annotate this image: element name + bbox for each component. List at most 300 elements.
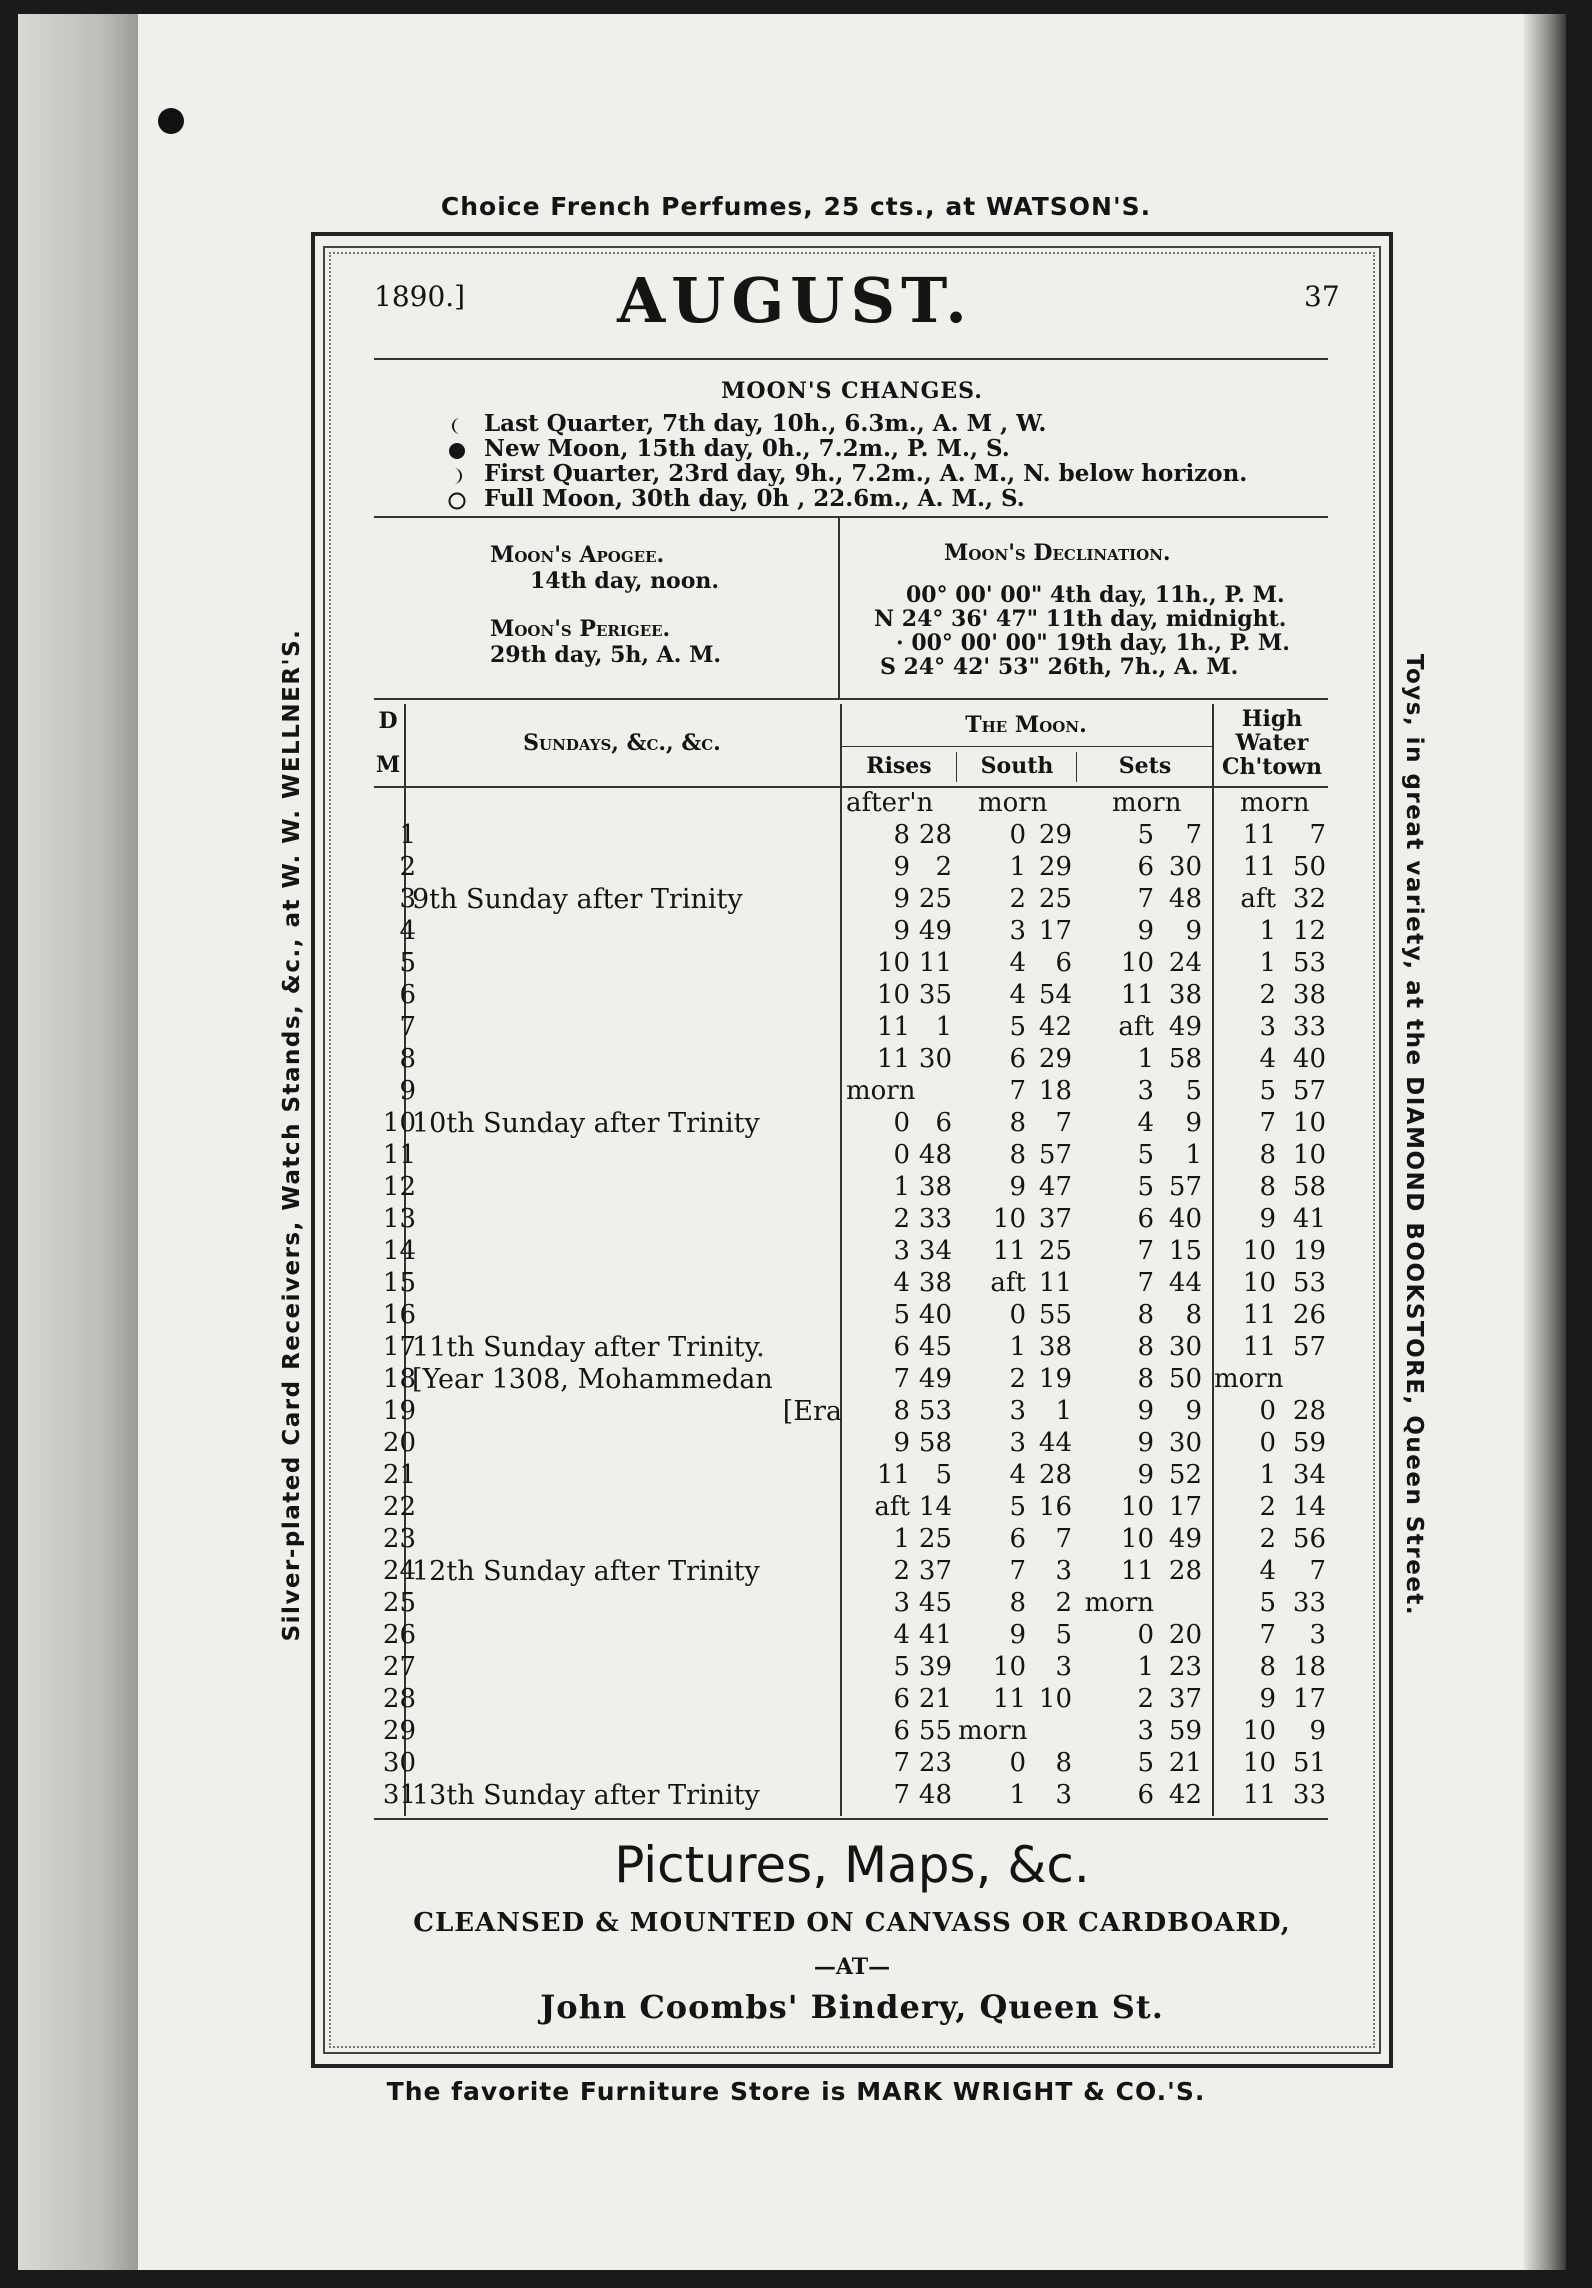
moon-sets-minute: 48: [1168, 884, 1202, 914]
subhead-sets: morn: [1112, 788, 1182, 818]
day-number: 9: [399, 1076, 416, 1106]
moon-sets-hour: 3: [1137, 1076, 1154, 1106]
high-water-minute: 33: [1292, 1780, 1326, 1810]
moon-south-minute: 7: [1055, 1524, 1072, 1554]
moon-south-minute: 18: [1038, 1076, 1072, 1106]
moon-south-hour: 9: [1009, 1620, 1026, 1650]
high-water-minute: 33: [1292, 1588, 1326, 1618]
high-water-minute: 19: [1292, 1236, 1326, 1266]
moon-south-hour: 9: [1009, 1172, 1026, 1202]
day-number: 21: [382, 1460, 416, 1490]
moon-sets-minute: 9: [1185, 1108, 1202, 1138]
day-number: 25: [382, 1588, 416, 1618]
moon-rises-hour: aft: [874, 1492, 910, 1522]
moon-sets-minute: 42: [1168, 1780, 1202, 1810]
moon-sets-hour: 2: [1137, 1684, 1154, 1714]
high-water-minute: 40: [1292, 1044, 1326, 1074]
moon-sets-minute: 57: [1168, 1172, 1202, 1202]
moon-south-hour: 0: [1009, 1748, 1026, 1778]
day-number: 22: [382, 1492, 416, 1522]
day-number: 13: [382, 1204, 416, 1234]
high-water-minute: 26: [1292, 1300, 1326, 1330]
moon-south-hour: 5: [1009, 1012, 1026, 1042]
moon-rises-hour: 7: [893, 1780, 910, 1810]
moon-sets-hour: 5: [1137, 820, 1154, 850]
moon-south-minute: 38: [1038, 1332, 1072, 1362]
moon-south-minute: 6: [1055, 948, 1072, 978]
moon-sets-minute: 50: [1168, 1364, 1202, 1394]
footer-ad-line-3: —AT—: [813, 1954, 891, 1980]
high-water-minute: 32: [1292, 884, 1326, 914]
moon-sets-hour: 6: [1137, 852, 1154, 882]
high-water-hour: 0: [1259, 1396, 1276, 1426]
declination-line-2: N 24° 36' 47" 11th day, midnight.: [874, 606, 1287, 632]
high-water-minute: 12: [1292, 916, 1326, 946]
moon-south-hour: 7: [1009, 1076, 1026, 1106]
moon-sets-hour: 9: [1137, 916, 1154, 946]
moon-sets-minute: 23: [1168, 1652, 1202, 1682]
moon-south-hour: 1: [1009, 1780, 1026, 1810]
last-quarter-moon-icon: [447, 416, 467, 436]
moon-sets-minute: 8: [1185, 1300, 1202, 1330]
day-number: 12: [382, 1172, 416, 1202]
sunday-note: 9th Sunday after Trinity: [412, 884, 743, 915]
declination-line-1: 00° 00' 00" 4th day, 11h., P. M.: [906, 582, 1285, 608]
moon-south-minute: 29: [1038, 820, 1072, 850]
high-water-hour: 7: [1259, 1108, 1276, 1138]
high-water-minute: 58: [1292, 1172, 1326, 1202]
day-number: 29: [382, 1716, 416, 1746]
moon-south-minute: 19: [1038, 1364, 1072, 1394]
high-water-hour: 2: [1259, 1524, 1276, 1554]
footer-ad-line-4: John Coombs' Bindery, Queen St.: [540, 1988, 1164, 2026]
moon-south-minute: 25: [1038, 884, 1072, 914]
day-number: 8: [399, 1044, 416, 1074]
moon-rises-minute: 53: [918, 1396, 952, 1426]
moon-rises-hour: 10: [876, 948, 910, 978]
high-water-minute: 33: [1292, 1012, 1326, 1042]
moon-south-minute: 37: [1038, 1204, 1072, 1234]
day-number: 31: [382, 1780, 416, 1810]
moon-rises-minute: 14: [918, 1492, 952, 1522]
moon-change-first-quarter: First Quarter, 23rd day, 9h., 7.2m., A. M., N. below horizon.: [484, 460, 1248, 487]
moon-sets-hour: 5: [1137, 1172, 1154, 1202]
day-number: 5: [399, 948, 416, 978]
footer-ad-line-2: CLEANSED & MOUNTED ON CANVASS OR CARDBOARD,: [413, 1908, 1291, 1938]
full-moon-icon: [447, 491, 467, 511]
moon-sets-minute: 15: [1168, 1236, 1202, 1266]
day-number: 4: [399, 916, 416, 946]
moon-sets-hour: 7: [1137, 1236, 1154, 1266]
moon-rises-minute: 2: [935, 852, 952, 882]
moon-sets-hour: 6: [1137, 1780, 1154, 1810]
high-water-hour: 11: [1242, 1332, 1276, 1362]
high-water-hour: 11: [1242, 852, 1276, 882]
high-water-hour: 1: [1259, 916, 1276, 946]
bottom-advertisement: The favorite Furniture Store is MARK WRIGHT & CO.'S.: [386, 2077, 1206, 2106]
moon-south-hour: 3: [1009, 1428, 1026, 1458]
moon-rises-hour: 11: [876, 1460, 910, 1490]
moon-sets-hour: 0: [1137, 1620, 1154, 1650]
rule-above-table: [374, 698, 1328, 700]
high-water-hour: 5: [1259, 1076, 1276, 1106]
header-m: M: [375, 752, 401, 778]
moon-sets-hour: 10: [1120, 948, 1154, 978]
moon-sets-hour: 7: [1137, 1268, 1154, 1298]
moon-south-hour: 6: [1009, 1524, 1026, 1554]
subhead-rises: after'n: [846, 788, 934, 818]
moon-changes-title: MOON'S CHANGES.: [721, 378, 983, 404]
day-number: 2: [399, 852, 416, 882]
moon-sets-hour: 10: [1120, 1492, 1154, 1522]
moon-south-minute: 42: [1038, 1012, 1072, 1042]
day-number: 24: [382, 1556, 416, 1586]
moon-rises-hour: 0: [893, 1140, 910, 1170]
moon-change-full-moon: Full Moon, 30th day, 0h , 22.6m., A. M., S.: [484, 485, 1025, 512]
moon-south-minute: 5: [1055, 1620, 1072, 1650]
moon-sets-minute: 17: [1168, 1492, 1202, 1522]
moon-sets-minute: 38: [1168, 980, 1202, 1010]
moon-south-minute: 47: [1038, 1172, 1072, 1202]
moon-south-minute: 44: [1038, 1428, 1072, 1458]
moon-rises-hour: 1: [893, 1524, 910, 1554]
high-water-hour: morn: [1214, 1364, 1284, 1394]
header-rises: Rises: [866, 753, 932, 779]
high-water-hour: 3: [1259, 1012, 1276, 1042]
high-water-hour: 10: [1242, 1748, 1276, 1778]
moon-sets-minute: 7: [1185, 820, 1202, 850]
high-water-hour: 2: [1259, 1492, 1276, 1522]
moon-rises-minute: 6: [935, 1108, 952, 1138]
moon-rises-minute: 39: [918, 1652, 952, 1682]
moon-sets-hour: aft: [1118, 1012, 1154, 1042]
moon-rises-minute: 21: [918, 1684, 952, 1714]
high-water-hour: 5: [1259, 1588, 1276, 1618]
moon-sets-minute: 49: [1168, 1012, 1202, 1042]
moon-south-hour: 2: [1009, 884, 1026, 914]
perigee-value: 29th day, 5h, A. M.: [490, 642, 722, 668]
moon-rises-hour: 5: [893, 1652, 910, 1682]
day-number: 23: [382, 1524, 416, 1554]
moon-south-minute: 2: [1055, 1588, 1072, 1618]
first-quarter-moon-icon: [447, 466, 467, 486]
moon-rises-hour: 3: [893, 1588, 910, 1618]
moon-south-hour: 4: [1009, 980, 1026, 1010]
header-south: South: [980, 753, 1054, 779]
moon-south-minute: 3: [1055, 1652, 1072, 1682]
moon-sets-hour: 8: [1137, 1364, 1154, 1394]
moon-rises-hour: 7: [893, 1364, 910, 1394]
moon-change-last-quarter: Last Quarter, 7th day, 10h., 6.3m., A. M , W.: [484, 410, 1047, 437]
moon-south-hour: 3: [1009, 916, 1026, 946]
high-water-minute: 10: [1292, 1108, 1326, 1138]
moon-sets-hour: 8: [1137, 1300, 1154, 1330]
sunday-note: [Year 1308, Mohammedan: [412, 1364, 773, 1395]
perigee-heading: Moon's Perigee.: [490, 616, 671, 642]
high-water-hour: 8: [1259, 1140, 1276, 1170]
moon-south-hour: morn: [958, 1716, 1028, 1746]
day-number: 14: [382, 1236, 416, 1266]
day-number: 27: [382, 1652, 416, 1682]
high-water-minute: 34: [1292, 1460, 1326, 1490]
moon-sets-hour: 9: [1137, 1428, 1154, 1458]
moon-south-hour: 10: [992, 1652, 1026, 1682]
moon-south-hour: 0: [1009, 820, 1026, 850]
day-number: 20: [382, 1428, 416, 1458]
moon-rises-hour: morn: [846, 1076, 916, 1106]
high-water-minute: 56: [1292, 1524, 1326, 1554]
moon-rises-hour: 11: [876, 1012, 910, 1042]
high-water-minute: 17: [1292, 1684, 1326, 1714]
moon-south-hour: 4: [1009, 1460, 1026, 1490]
moon-south-hour: 11: [992, 1684, 1026, 1714]
moon-rises-hour: 2: [893, 1204, 910, 1234]
apogee-heading: Moon's Apogee.: [490, 542, 665, 568]
sunday-note: 13th Sunday after Trinity: [412, 1780, 760, 1811]
sundays-column-rule: [840, 704, 842, 1816]
moon-sets-hour: morn: [1084, 1588, 1154, 1618]
moon-sets-minute: 5: [1185, 1076, 1202, 1106]
day-number: 19: [382, 1396, 416, 1426]
moon-sets-minute: 20: [1168, 1620, 1202, 1650]
page-number: 37: [1304, 280, 1340, 313]
moon-south-minute: 17: [1038, 916, 1072, 946]
moon-rises-hour: 5: [893, 1300, 910, 1330]
day-number: 11: [382, 1140, 416, 1170]
moon-rises-minute: 49: [918, 916, 952, 946]
moon-rises-minute: 55: [918, 1716, 952, 1746]
high-water-minute: 50: [1292, 852, 1326, 882]
high-water-minute: 7: [1309, 1556, 1326, 1586]
page-edge-shadow: [1524, 14, 1566, 2270]
moon-rises-minute: 33: [918, 1204, 952, 1234]
moon-rises-hour: 4: [893, 1620, 910, 1650]
high-water-hour: 4: [1259, 1044, 1276, 1074]
moon-sets-minute: 9: [1185, 1396, 1202, 1426]
moon-group-rule: [840, 746, 1212, 747]
day-number: 10: [382, 1108, 416, 1138]
header-sets: Sets: [1118, 753, 1172, 779]
declination-line-4: S 24° 42' 53" 26th, 7h., A. M.: [880, 654, 1239, 680]
moon-south-hour: 1: [1009, 1332, 1026, 1362]
moon-sets-minute: 49: [1168, 1524, 1202, 1554]
moon-rises-hour: 1: [893, 1172, 910, 1202]
high-water-minute: 53: [1292, 948, 1326, 978]
moon-sets-minute: 21: [1168, 1748, 1202, 1778]
high-water-hour: 11: [1242, 820, 1276, 850]
moon-sets-minute: 1: [1185, 1140, 1202, 1170]
moon-sets-hour: 9: [1137, 1396, 1154, 1426]
moon-rises-minute: 38: [918, 1268, 952, 1298]
moon-south-minute: 54: [1038, 980, 1072, 1010]
moon-sets-minute: 37: [1168, 1684, 1202, 1714]
moon-sets-hour: 1: [1137, 1044, 1154, 1074]
rule-below-title: [374, 358, 1328, 360]
subhead-water: morn: [1240, 788, 1310, 818]
moon-sets-hour: 10: [1120, 1524, 1154, 1554]
moon-south-minute: 28: [1038, 1460, 1072, 1490]
high-water-hour: 8: [1259, 1652, 1276, 1682]
moon-rises-minute: 30: [918, 1044, 952, 1074]
moon-sets-minute: 9: [1185, 916, 1202, 946]
high-water-hour: 1: [1259, 1460, 1276, 1490]
moon-sets-minute: 40: [1168, 1204, 1202, 1234]
day-number: 17: [382, 1332, 416, 1362]
moon-sets-minute: 30: [1168, 1332, 1202, 1362]
high-water-minute: 38: [1292, 980, 1326, 1010]
moon-rises-minute: 48: [918, 1780, 952, 1810]
day-number: 15: [382, 1268, 416, 1298]
page-gutter-shadow: [18, 14, 138, 2270]
moon-sets-minute: 24: [1168, 948, 1202, 978]
moon-rises-hour: 2: [893, 1556, 910, 1586]
moon-sets-minute: 44: [1168, 1268, 1202, 1298]
header-high: High: [1241, 706, 1303, 732]
high-water-minute: 41: [1292, 1204, 1326, 1234]
moon-sets-minute: 28: [1168, 1556, 1202, 1586]
moon-rises-hour: 6: [893, 1716, 910, 1746]
moon-rises-minute: 37: [918, 1556, 952, 1586]
footer-ad-title: Pictures, Maps, &c.: [614, 1836, 1090, 1894]
moon-rises-hour: 9: [893, 1428, 910, 1458]
moon-rises-hour: 9: [893, 916, 910, 946]
sunday-note: 11th Sunday after Trinity.: [412, 1332, 765, 1363]
high-water-hour: 1: [1259, 948, 1276, 978]
high-water-minute: 18: [1292, 1652, 1326, 1682]
header-water: Water: [1235, 730, 1309, 756]
moon-south-hour: 6: [1009, 1044, 1026, 1074]
month-title: AUGUST.: [617, 264, 973, 337]
high-water-minute: 57: [1292, 1332, 1326, 1362]
moon-rises-hour: 9: [893, 884, 910, 914]
moon-sets-hour: 11: [1120, 1556, 1154, 1586]
moon-rises-minute: 5: [935, 1460, 952, 1490]
moon-rises-minute: 25: [918, 884, 952, 914]
moon-south-hour: 8: [1009, 1140, 1026, 1170]
high-water-minute: 9: [1309, 1716, 1326, 1746]
moon-rises-minute: 38: [918, 1172, 952, 1202]
moon-south-minute: 57: [1038, 1140, 1072, 1170]
moon-south-hour: 1: [1009, 852, 1026, 882]
moon-rises-hour: 8: [893, 820, 910, 850]
high-water-hour: 2: [1259, 980, 1276, 1010]
south-sets-rule: [1076, 752, 1077, 782]
moon-sets-minute: 59: [1168, 1716, 1202, 1746]
sunday-note: 12th Sunday after Trinity: [412, 1556, 760, 1587]
moon-rises-hour: 11: [876, 1044, 910, 1074]
rule-below-changes: [374, 516, 1328, 518]
high-water-minute: 10: [1292, 1140, 1326, 1170]
high-water-hour: 9: [1259, 1204, 1276, 1234]
moon-rises-hour: 10: [876, 980, 910, 1010]
moon-rises-minute: 11: [918, 948, 952, 978]
high-water-minute: 59: [1292, 1428, 1326, 1458]
moon-rises-hour: 4: [893, 1268, 910, 1298]
moon-sets-hour: 9: [1137, 1460, 1154, 1490]
moon-sets-hour: 7: [1137, 884, 1154, 914]
moon-sets-hour: 5: [1137, 1748, 1154, 1778]
high-water-hour: 8: [1259, 1172, 1276, 1202]
moon-rises-minute: 41: [918, 1620, 952, 1650]
moon-rises-hour: 7: [893, 1748, 910, 1778]
moon-rises-minute: 40: [918, 1300, 952, 1330]
high-water-hour: 11: [1242, 1300, 1276, 1330]
moon-rises-hour: 8: [893, 1396, 910, 1426]
sunday-note: [Era: [782, 1396, 842, 1427]
moon-south-minute: 16: [1038, 1492, 1072, 1522]
moon-south-hour: 11: [992, 1236, 1026, 1266]
moon-rises-minute: 34: [918, 1236, 952, 1266]
moon-rises-minute: 25: [918, 1524, 952, 1554]
moon-south-hour: 8: [1009, 1588, 1026, 1618]
moon-sets-minute: 58: [1168, 1044, 1202, 1074]
header-d: D: [378, 708, 398, 734]
high-water-minute: 3: [1309, 1620, 1326, 1650]
high-water-hour: aft: [1240, 884, 1276, 914]
new-moon-icon: [447, 441, 467, 461]
moon-rises-minute: 45: [918, 1588, 952, 1618]
moon-sets-hour: 6: [1137, 1204, 1154, 1234]
moon-south-hour: 2: [1009, 1364, 1026, 1394]
moon-rises-minute: 23: [918, 1748, 952, 1778]
moon-south-hour: 3: [1009, 1396, 1026, 1426]
apogee-declination-divider: [838, 518, 840, 698]
day-number: 1: [399, 820, 416, 850]
moon-south-minute: 3: [1055, 1780, 1072, 1810]
moon-sets-hour: 11: [1120, 980, 1154, 1010]
high-water-minute: 28: [1292, 1396, 1326, 1426]
moon-rises-hour: 0: [893, 1108, 910, 1138]
day-number: 30: [382, 1748, 416, 1778]
moon-south-minute: 8: [1055, 1748, 1072, 1778]
moon-south-hour: 4: [1009, 948, 1026, 978]
moon-south-hour: aft: [990, 1268, 1026, 1298]
moon-south-minute: 3: [1055, 1556, 1072, 1586]
moon-south-minute: 25: [1038, 1236, 1072, 1266]
header-the-moon: The Moon.: [965, 712, 1087, 738]
high-water-hour: 10: [1242, 1236, 1276, 1266]
day-number: 28: [382, 1684, 416, 1714]
declination-line-3: · 00° 00' 00" 19th day, 1h., P. M.: [896, 630, 1290, 656]
moon-south-hour: 7: [1009, 1556, 1026, 1586]
rule-below-table: [374, 1818, 1328, 1820]
moon-rises-minute: 49: [918, 1364, 952, 1394]
day-number: 3: [399, 884, 416, 914]
moon-sets-hour: 1: [1137, 1652, 1154, 1682]
header-sundays: Sundays, &c., &c.: [523, 730, 721, 756]
moon-south-hour: 10: [992, 1204, 1026, 1234]
moon-rises-hour: 9: [893, 852, 910, 882]
high-water-hour: 0: [1259, 1428, 1276, 1458]
day-number: 18: [382, 1364, 416, 1394]
moon-south-hour: 5: [1009, 1492, 1026, 1522]
subhead-south: morn: [978, 788, 1048, 818]
moon-sets-minute: 52: [1168, 1460, 1202, 1490]
moon-south-minute: 29: [1038, 1044, 1072, 1074]
high-water-minute: 53: [1292, 1268, 1326, 1298]
left-side-advertisement: Silver-plated Card Receivers, Watch Stands, &c., at W. W. WELLNER'S.: [279, 628, 305, 1642]
rises-south-rule: [956, 752, 957, 782]
moon-south-minute: 10: [1038, 1684, 1072, 1714]
moon-south-hour: 8: [1009, 1108, 1026, 1138]
moon-rises-minute: 45: [918, 1332, 952, 1362]
moon-south-minute: 29: [1038, 852, 1072, 882]
moon-south-minute: 7: [1055, 1108, 1072, 1138]
moon-south-minute: 55: [1038, 1300, 1072, 1330]
moon-rises-hour: 6: [893, 1332, 910, 1362]
high-water-minute: 51: [1292, 1748, 1326, 1778]
moon-south-hour: 0: [1009, 1300, 1026, 1330]
